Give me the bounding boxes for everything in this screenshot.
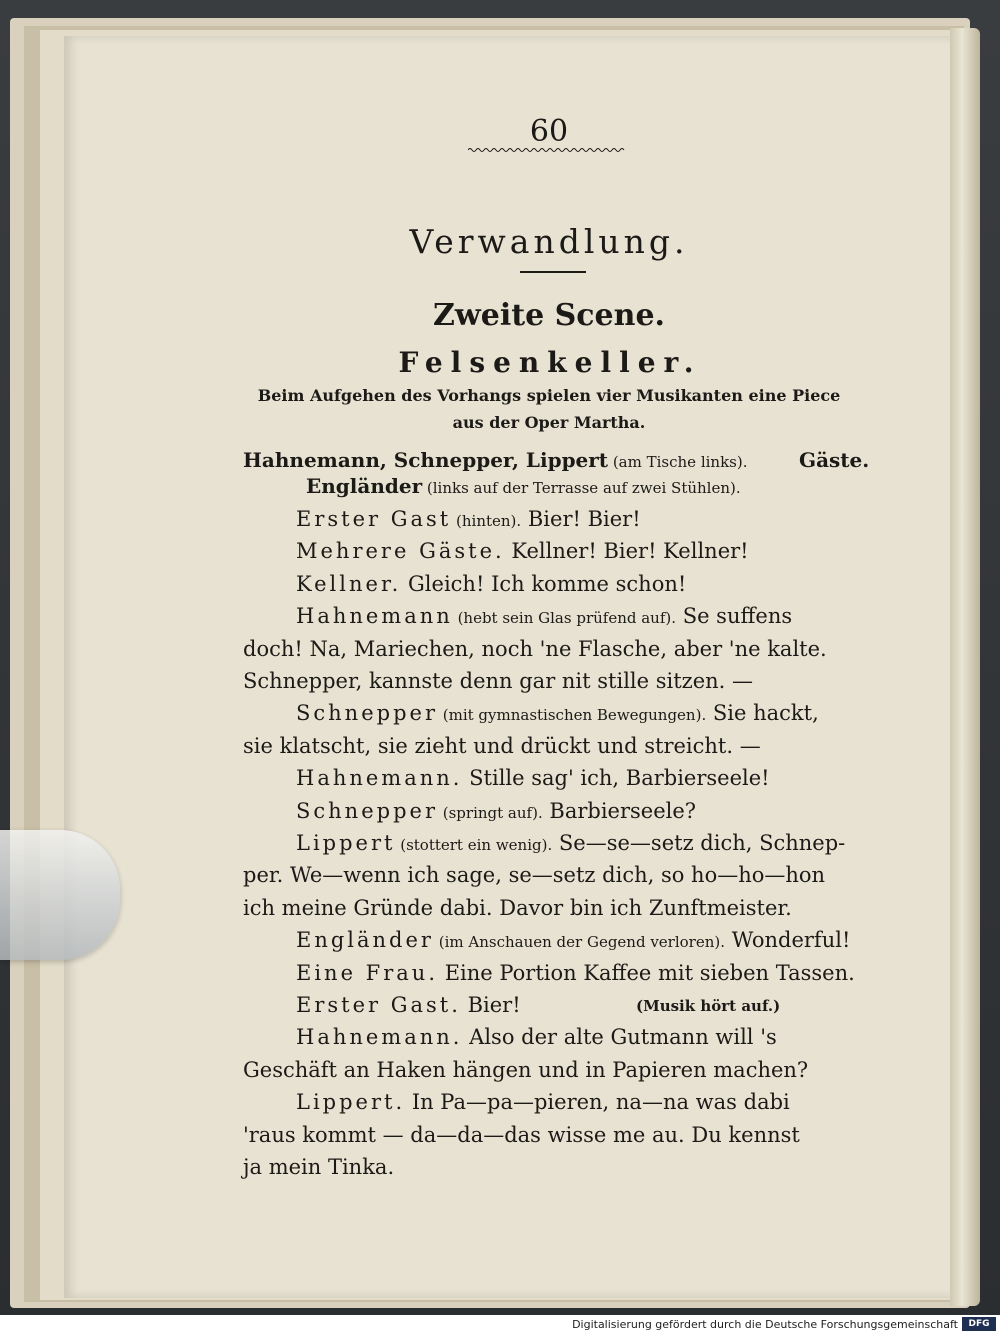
- page-clip: [0, 830, 120, 960]
- spoken-text: Also der alte Gutmann will 's: [462, 1025, 777, 1050]
- dialogue-line: [296, 1025, 777, 1049]
- dialogue-line: [296, 993, 781, 1017]
- speaker-name: Mehrere Gäste.: [296, 539, 505, 564]
- spoken-text: Kellner! Bier! Kellner!: [504, 539, 749, 564]
- speaker-name: Schnepper: [296, 701, 438, 726]
- speaker-name: Erster Gast.: [296, 993, 461, 1017]
- dialogue-line: [296, 961, 855, 985]
- dialogue-line: [296, 831, 845, 855]
- speaker-name: Hahnemann.: [296, 1025, 463, 1050]
- dfg-logo: DFG: [962, 1317, 996, 1331]
- speaker-name: Eine Frau.: [296, 960, 439, 985]
- dialogue-line: [243, 669, 753, 693]
- dialogue-continuation: Geschäft an Haken hängen und in Papieren machen?: [243, 1057, 809, 1082]
- music-direction: (Musik hört auf.): [636, 997, 781, 1015]
- speaker-name: Kellner.: [296, 571, 402, 596]
- dialogue-continuation: doch! Na, Mariechen, noch 'ne Flasche, aber 'ne kalte.: [243, 636, 827, 661]
- speaker-direction: (stottert ein wenig).: [395, 836, 553, 854]
- facing-page-edge: [950, 28, 980, 1306]
- dialogue-continuation: Schnepper, kannste denn gar nit stille sitzen. —: [243, 669, 754, 693]
- dialogue-line: [243, 863, 825, 887]
- speaker-name: Hahnemann: [296, 604, 453, 629]
- spoken-text: Wonderful!: [725, 928, 851, 953]
- dialogue-line: [296, 928, 850, 952]
- spoken-text: Sie hackt,: [706, 701, 819, 726]
- spoken-text: Se suffens: [676, 604, 793, 629]
- dialogue-continuation: ich meine Gründe dabi. Davor bin ich Zunftmeister.: [243, 895, 792, 920]
- cast-line-1: [243, 448, 870, 472]
- speaker-name: Lippert: [296, 831, 396, 855]
- stage-direction-line-1: Beim Aufgehen des Vorhangs spielen vier Musikanten eine Piece: [257, 386, 841, 405]
- speaker-name: Erster Gast: [296, 507, 452, 531]
- cast-names-3: Engländer: [306, 474, 423, 498]
- cast-direction-2: (links auf der Terrasse auf zwei Stühlen).: [422, 479, 741, 497]
- speaker-direction: (springt auf).: [437, 803, 543, 822]
- dialogue-continuation: sie klatscht, sie zieht und drückt und streicht. —: [243, 733, 761, 758]
- wavy-divider: [468, 146, 626, 154]
- speaker-name: Engländer: [296, 928, 434, 953]
- dialogue-line: [296, 766, 770, 790]
- dialogue-line: [296, 799, 696, 823]
- stage-direction-line-2: aus der Oper Martha.: [452, 413, 646, 432]
- scene-subtitle: Zweite Scene.: [433, 298, 665, 333]
- dialogue-continuation: ja mein Tinka.: [243, 1155, 395, 1179]
- dialogue-line: [243, 1123, 800, 1147]
- dialogue-line: [296, 507, 641, 531]
- speaker-name: Schnepper: [296, 798, 438, 823]
- dialogue-line: [243, 1155, 394, 1179]
- dialogue-line: [296, 604, 792, 628]
- spoken-text: Gleich! Ich komme schon!: [401, 571, 687, 596]
- dialogue-continuation: per. We—wenn ich sage, se—setz dich, so ho—ho—hon: [243, 863, 826, 888]
- cast-line-2: [306, 474, 741, 498]
- scene-location: Felsenkeller.: [398, 346, 702, 379]
- spoken-text: Stille sag' ich, Barbierseele!: [462, 766, 770, 791]
- cast-names-2: Gäste.: [799, 448, 870, 472]
- dialogue-line: [296, 701, 819, 725]
- speaker-name: Lippert.: [296, 1090, 406, 1115]
- dialogue-line: [296, 1090, 790, 1114]
- cast-direction-1: (am Tische links).: [608, 453, 748, 471]
- spoken-text: In Pa—pa—pieren, na—na was dabi: [405, 1090, 790, 1115]
- footer-credit: Digitalisierung gefördert durch die Deutsche Forschungsgemeinschaft: [572, 1318, 958, 1331]
- dialogue-line: [243, 637, 827, 661]
- dialogue-line: [243, 1058, 808, 1082]
- speaker-name: Hahnemann.: [296, 766, 463, 791]
- cast-names-1: Hahnemann, Schnepper, Lippert: [243, 448, 609, 472]
- spoken-text: Bier!: [460, 993, 521, 1017]
- speaker-direction: (hebt sein Glas prüfend auf).: [452, 609, 677, 628]
- dialogue-line: [296, 539, 749, 563]
- dialogue-line: [296, 572, 686, 596]
- title-rule: [520, 271, 586, 273]
- dialogue-line: [243, 734, 761, 758]
- spoken-text: Bier! Bier!: [521, 507, 641, 531]
- speaker-direction: (im Anschauen der Gegend verloren).: [433, 933, 726, 952]
- spoken-text: Eine Portion Kaffee mit sieben Tassen.: [438, 960, 855, 985]
- page-number: 60: [529, 114, 569, 149]
- spoken-text: Se—se—setz dich, Schnep-: [552, 831, 846, 855]
- speaker-direction: (mit gymnastischen Bewegungen).: [437, 706, 707, 725]
- spoken-text: Barbierseele?: [542, 798, 697, 823]
- dialogue-line: [243, 896, 792, 920]
- dialogue-continuation: 'raus kommt — da—da—das wisse me au. Du kennst: [243, 1122, 800, 1147]
- scene-title: Verwandlung.: [409, 222, 689, 261]
- speaker-direction: (hinten).: [451, 512, 522, 530]
